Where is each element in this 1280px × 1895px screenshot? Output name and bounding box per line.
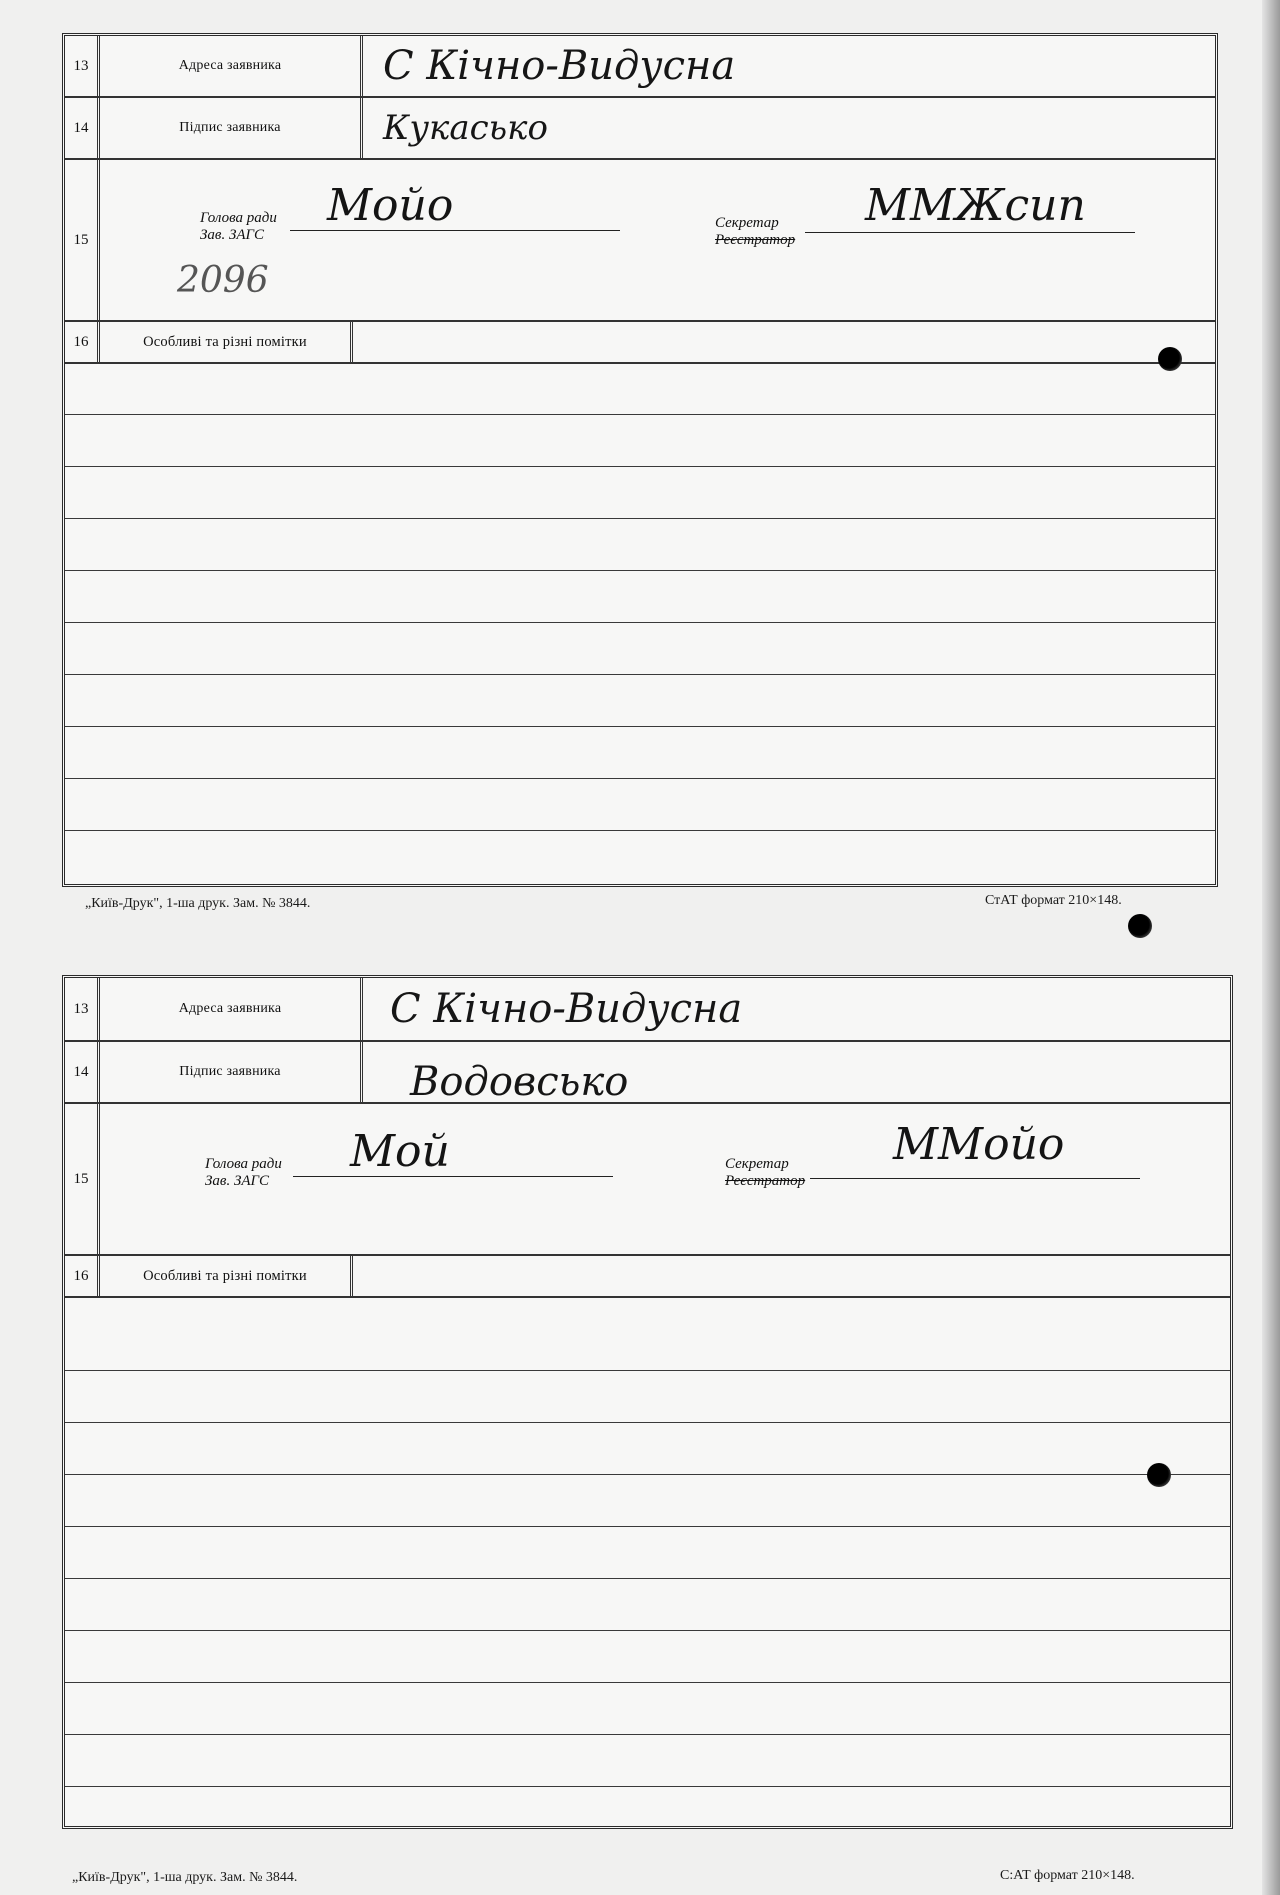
ruled-line: [65, 674, 1215, 675]
printer-imprint: „Київ-Друк", 1-ша друк. Зам. № 3844.: [72, 1870, 298, 1885]
page-edge: [1262, 0, 1280, 1895]
head-title-line2: Зав. ЗАГС: [205, 1173, 270, 1189]
ruled-line: [65, 518, 1215, 519]
ruled-line: [65, 778, 1215, 779]
signature-label: Підпис заявника: [100, 1042, 363, 1102]
row-number: 15: [65, 160, 100, 320]
row-number: 14: [65, 1042, 100, 1102]
ruled-line: [65, 1630, 1230, 1631]
ruled-line: [65, 1474, 1230, 1475]
format-note: С:АТ формат 210×148.: [1000, 1868, 1135, 1883]
ruled-line: [65, 1526, 1230, 1527]
row-notes: [65, 1256, 1230, 1298]
secretary-signature: ММойо: [893, 1119, 1065, 1170]
row-address: [65, 978, 1230, 1042]
head-signature: Мойо: [327, 180, 454, 231]
row-number: 13: [65, 36, 100, 96]
secretary-title: [715, 215, 795, 249]
signature-label: Підпис заявника: [100, 98, 363, 158]
row-address: [65, 36, 1215, 98]
register-form-bottom: [62, 975, 1233, 1829]
address-value: С Кічно-Видусна: [383, 43, 736, 89]
ruled-line: [65, 1786, 1230, 1787]
format-note: СтАТ формат 210×148.: [985, 893, 1122, 908]
notes-label: Особливі та різні помітки: [100, 322, 353, 362]
ruled-line: [65, 1370, 1230, 1371]
address-label: Адреса заявника: [100, 36, 363, 96]
printer-imprint: „Київ-Друк", 1-ша друк. Зам. № 3844.: [85, 896, 311, 911]
secretary-title: [725, 1156, 805, 1190]
head-title-line1: Голова ради: [200, 210, 277, 226]
row-number: 16: [65, 1256, 100, 1296]
row-applicant-signature: [65, 1042, 1230, 1104]
row-number: 15: [65, 1104, 100, 1254]
address-value: С Кічно-Видусна: [390, 986, 743, 1032]
ruled-line: [65, 1682, 1230, 1683]
secretary-title-line1: Секретар: [725, 1156, 789, 1172]
secretary-signature: ММЖсип: [865, 180, 1086, 231]
ruled-line: [65, 622, 1215, 623]
ruled-line: [65, 414, 1215, 415]
ruled-line: [65, 726, 1215, 727]
punch-hole: [1147, 1463, 1171, 1487]
stamp-number: 2096: [177, 260, 269, 301]
register-form-top: [62, 33, 1218, 887]
row-officials: [65, 1104, 1230, 1256]
notes-label: Особливі та різні помітки: [100, 1256, 353, 1296]
secretary-signature-line: [810, 1178, 1140, 1179]
applicant-signature: Кукасько: [383, 108, 548, 148]
ruled-line: [65, 1422, 1230, 1423]
head-title-line2: Зав. ЗАГС: [200, 227, 265, 243]
ruled-line: [65, 830, 1215, 831]
head-title: [200, 210, 277, 244]
punch-hole: [1128, 914, 1152, 938]
secretary-title-line2: Реєстратор: [715, 232, 796, 248]
secretary-title-line2: Реєстратор: [725, 1173, 806, 1189]
secretary-signature-line: [805, 232, 1135, 233]
head-title-line1: Голова ради: [205, 1156, 282, 1172]
row-number: 14: [65, 98, 100, 158]
head-title: [205, 1156, 282, 1190]
punch-hole: [1158, 347, 1182, 371]
head-signature: Мой: [350, 1126, 450, 1177]
ruled-line: [65, 1578, 1230, 1579]
secretary-title-line1: Секретар: [715, 215, 779, 231]
head-signature-line: [293, 1176, 613, 1177]
ruled-line: [65, 570, 1215, 571]
ruled-line: [65, 1734, 1230, 1735]
applicant-signature: Водовсько: [410, 1059, 629, 1105]
row-number: 16: [65, 322, 100, 362]
row-officials: [65, 160, 1215, 322]
address-label: Адреса заявника: [100, 978, 363, 1040]
row-applicant-signature: [65, 98, 1215, 160]
ruled-line: [65, 466, 1215, 467]
row-notes: [65, 322, 1215, 364]
row-number: 13: [65, 978, 100, 1040]
